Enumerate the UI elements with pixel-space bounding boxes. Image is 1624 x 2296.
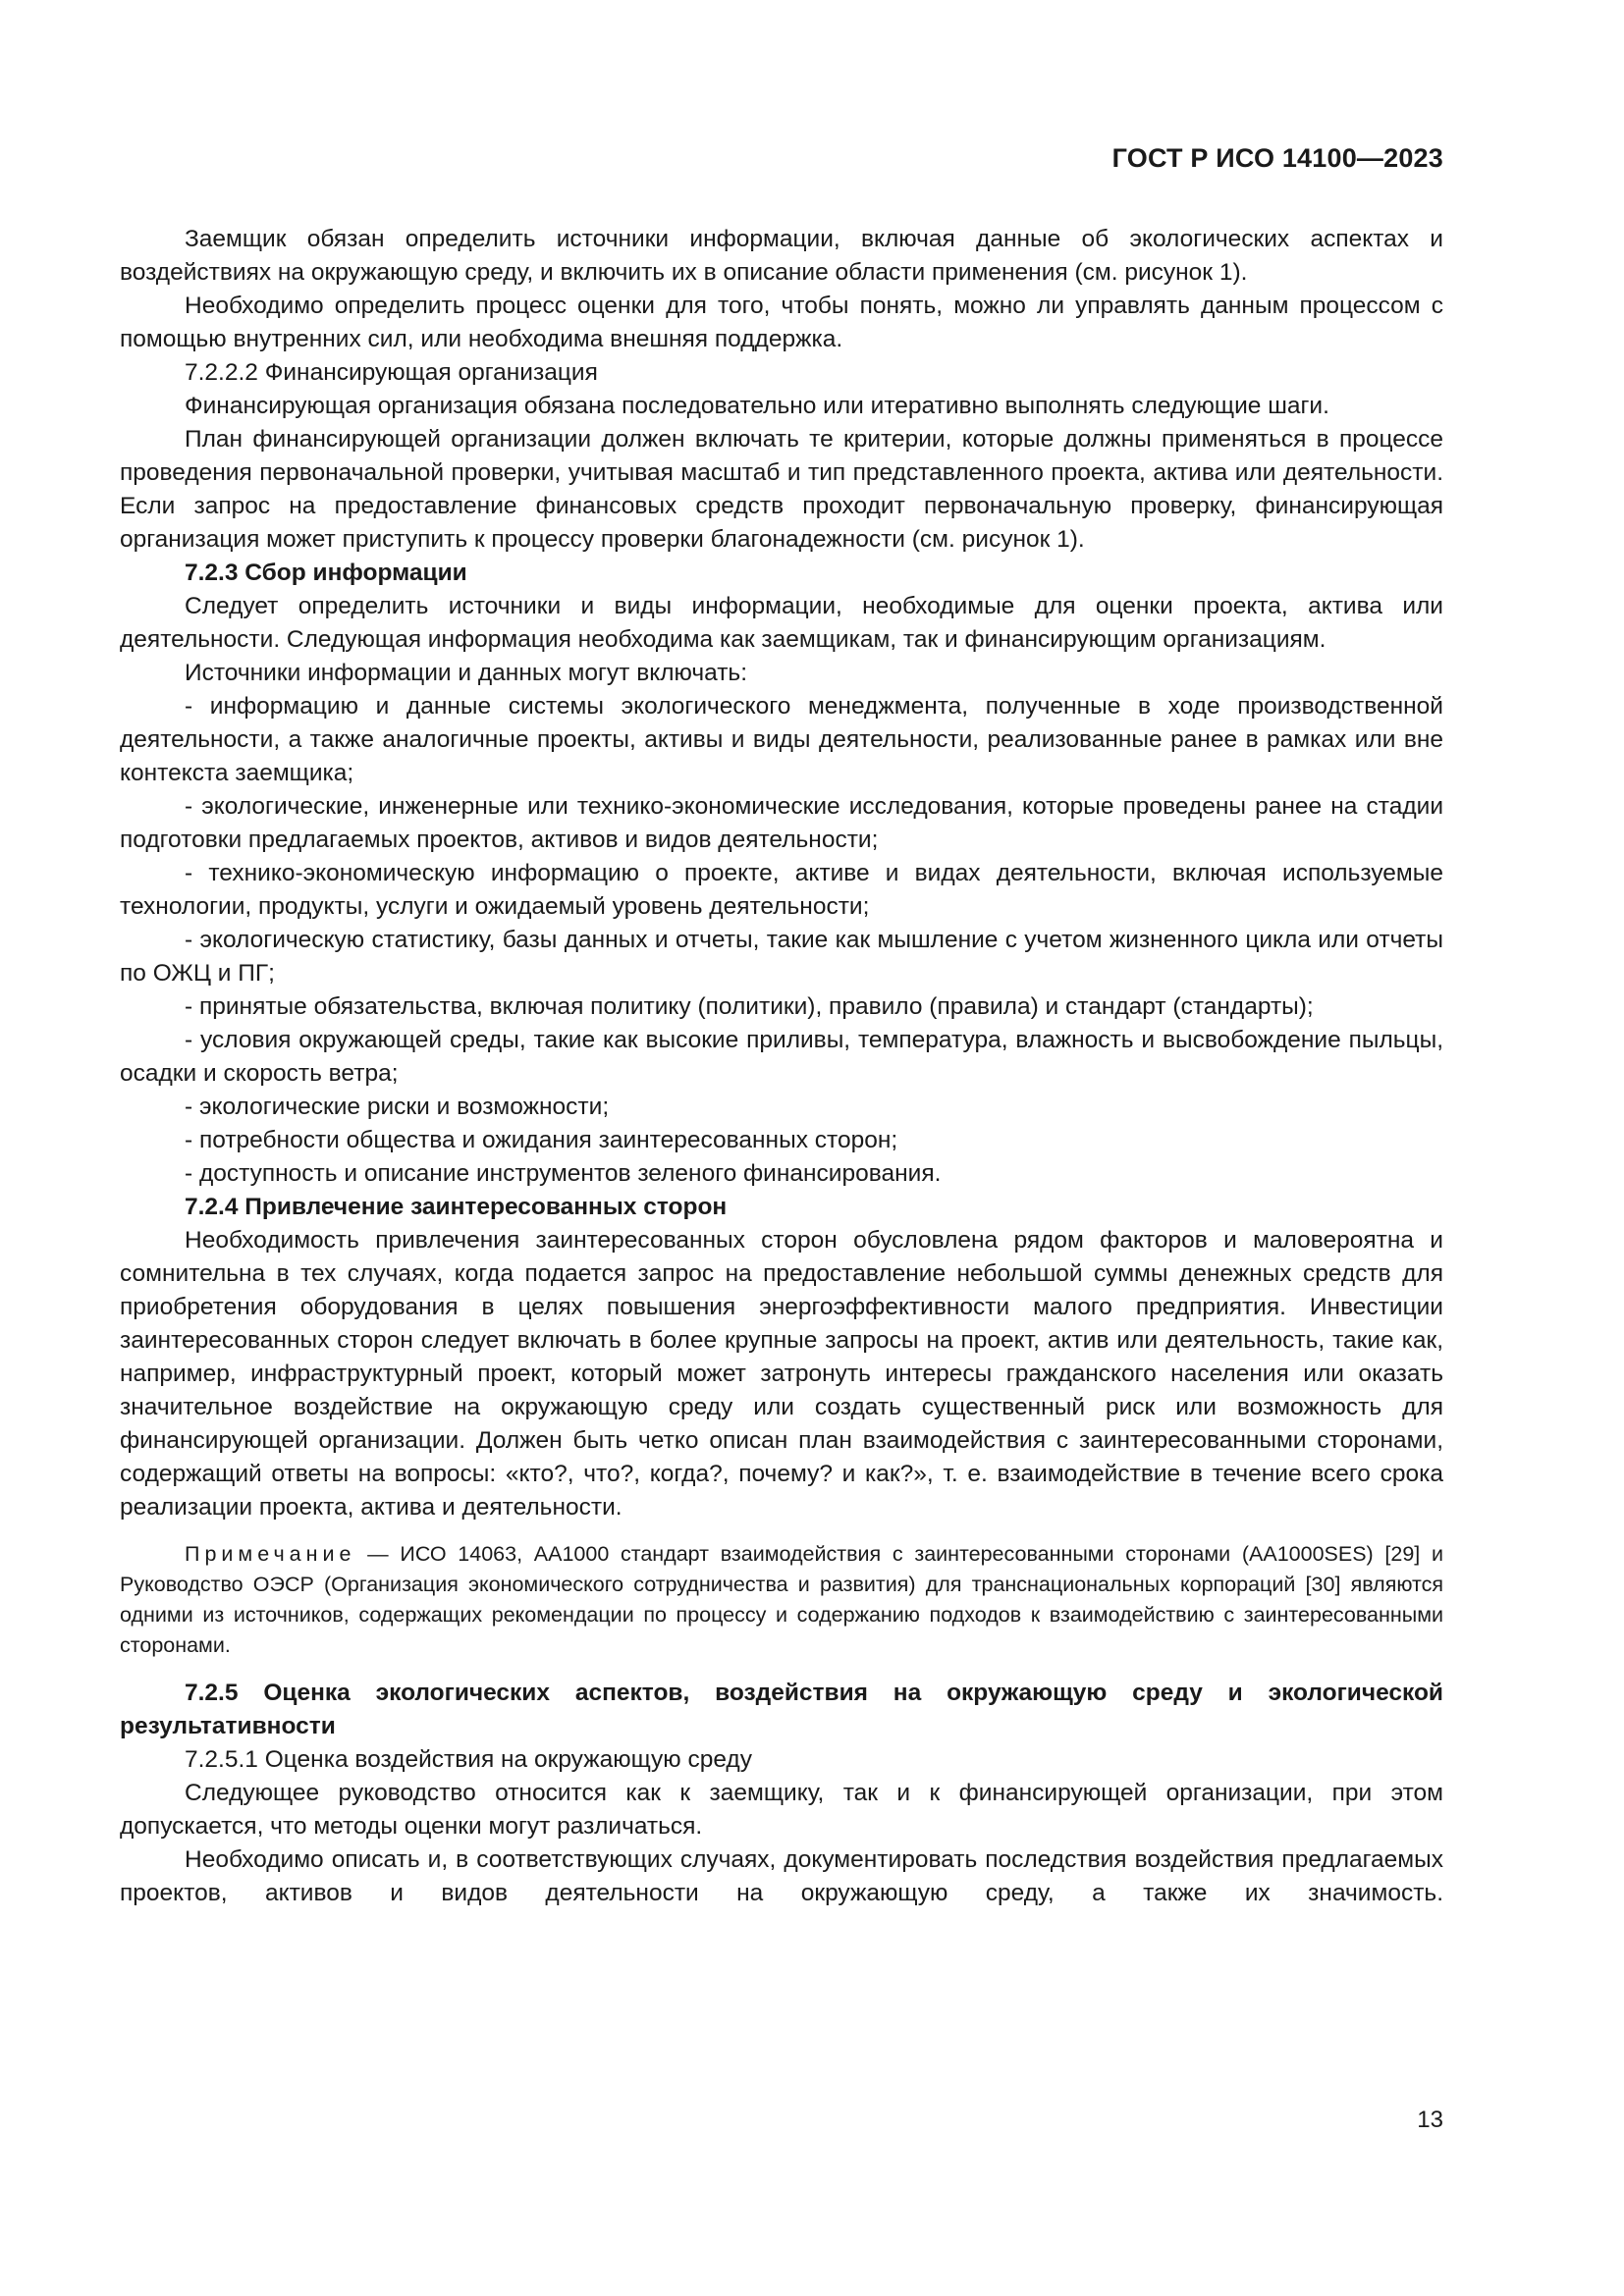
list-item: - экологическую статистику, базы данных и отчеты, такие как мышление с учетом жизненного цикла или отчеты по ОЖЦ и ПГ; — [120, 927, 1443, 987]
paragraph: Заемщик обязан определить источники информации, включая данные об экологических аспектах и воздействиях на окружающую среду, и включить их в описание области применения (см. рисунок 1). — [120, 226, 1443, 286]
list-item: - доступность и описание инструментов зеленого финансирования. — [185, 1160, 942, 1187]
paragraph: Финансирующая организация обязана последовательно или итеративно выполнять следующие шаги. — [185, 393, 1329, 419]
list-item: - экологические риски и возможности; — [185, 1094, 610, 1120]
section-heading-7-2-5: 7.2.5 Оценка экологических аспектов, воздействия на окружающую среду и экологической результативности — [120, 1680, 1443, 1739]
paragraph: Необходимо определить процесс оценки для того, чтобы понять, можно ли управлять данным процессом с помощью внутренних сил, или необходима внешняя поддержка. — [120, 293, 1443, 352]
paragraph: Следует определить источники и виды информации, необходимые для оценки проекта, актива или деятельности. Следующая информация необходима как заемщикам, так и финансирующим организациям. — [120, 593, 1443, 653]
list-item: - экологические, инженерные или технико-экономические исследования, которые проведены ранее на стадии подготовки предлагаемых проектов, активов и видов деятельности; — [120, 793, 1443, 853]
paragraph: Необходимость привлечения заинтересованных сторон обусловлена рядом факторов и маловероятна и сомнительна в тех случаях, когда подается запрос на предоставление небольшой суммы денежных средств для приобретения оборудования в целях повышения энергоэффективности малого предприятия. Инвестиции заинтересованных сторон следует включать в более крупные запросы на проект, актив или деятельность, такие как, например, инфраструктурный проект, который может затронуть интересы гражданского населения или оказать значительное воздействие на окружающую среду или создать существенный риск или возможность для финансирующей организации. Должен быть четко описан план взаимодействия с заинтересованными сторонами, содержащий ответы на вопросы: «кто?, что?, когда?, почему? и как?», т. е. взаимодействие в течение всего срока реализации проекта, актива и деятельности. — [120, 1227, 1443, 1521]
list-item: - технико-экономическую информацию о проекте, активе и видах деятельности, включая используемые технологии, продукты, услуги и ожидаемый уровень деятельности; — [120, 860, 1443, 920]
paragraph: Необходимо описать и, в соответствующих случаях, документировать последствия воздействия предлагаемых проектов, активов и видов деятельности на окружающую среду, а также их значимость. — [120, 1846, 1443, 1906]
paragraph: Источники информации и данных могут включать: — [185, 660, 747, 686]
list-item: - принятые обязательства, включая политику (политики), правило (правила) и стандарт (стандарты); — [185, 993, 1314, 1020]
paragraph: Следующее руководство относится как к заемщику, так и к финансирующей организации, при этом допускается, что методы оценки могут различаться. — [120, 1780, 1443, 1840]
note-text: — ИСО 14063, AA1000 стандарт взаимодействия с заинтересованными сторонами (AA1000SES) [29] и Руководство ОЭСР (Организация экономического сотрудничества и развития) для транснациональных корпораций [30] являются одними из источников, содержащих рекомендации по процессу и содержанию подходов к взаимодействию с заинтересованными сторонами. — [120, 1542, 1443, 1657]
page-number: 13 — [1417, 2107, 1443, 2133]
subsection-heading-7-2-5-1: 7.2.5.1 Оценка воздействия на окружающую среду — [185, 1746, 752, 1773]
page-header-standard-code: ГОСТ Р ИСО 14100—2023 — [1111, 143, 1443, 173]
document-body — [120, 223, 1443, 1910]
section-heading-7-2-4: 7.2.4 Привлечение заинтересованных сторон — [185, 1194, 728, 1220]
list-item: - условия окружающей среды, такие как высокие приливы, температура, влажность и высвобождение пыльцы, осадки и скорость ветра; — [120, 1027, 1443, 1087]
section-heading-7-2-3: 7.2.3 Сбор информации — [185, 560, 467, 586]
note-block — [120, 1539, 1443, 1661]
paragraph: План финансирующей организации должен включать те критерии, которые должны применяться в процессе проведения первоначальной проверки, учитывая масштаб и тип представленного проекта, актива или деятельности. Если запрос на предоставление финансовых средств проходит первоначальную проверку, финансирующая организация может приступить к процессу проверки благонадежности (см. рисунок 1). — [120, 426, 1443, 553]
subsection-heading-7-2-2-2: 7.2.2.2 Финансирующая организация — [185, 359, 598, 386]
list-item: - потребности общества и ожидания заинтересованных сторон; — [185, 1127, 898, 1153]
note-label: Примечание — [185, 1542, 356, 1566]
list-item: - информацию и данные системы экологического менеджмента, полученные в ходе производственной деятельности, а также аналогичные проекты, активы и виды деятельности, реализованные ранее в рамках или вне контекста заемщика; — [120, 693, 1443, 786]
